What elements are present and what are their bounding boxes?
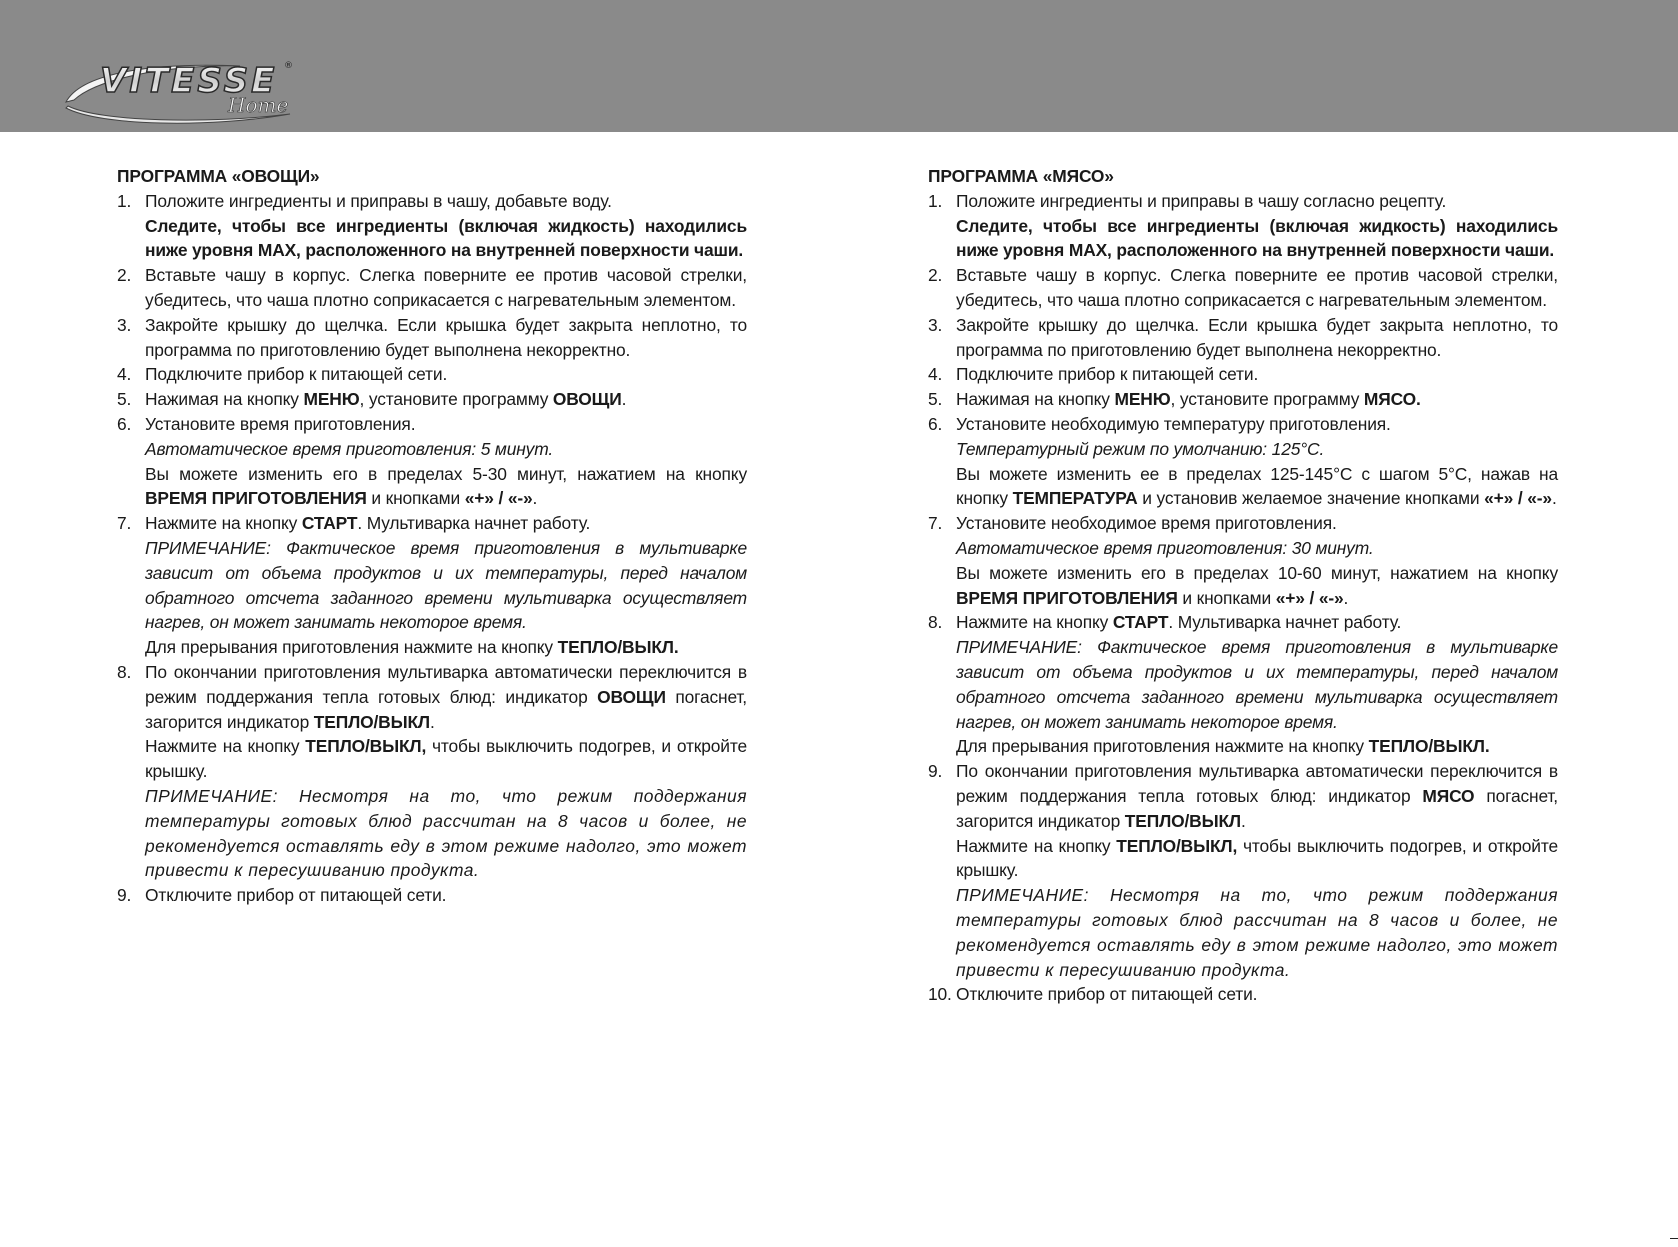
warm-off-indicator: ТЕПЛО/ВЫКЛ [1124,810,1241,831]
step-text [956,561,1558,611]
step-text-part: . [532,488,538,509]
step-text: Положите ингредиенты и приправы в чашу, добавьте воду. [145,190,612,211]
step-text [145,511,747,536]
step-text-part: Вы можете изменить его в пределах 5-30 минут, нажатием на кнопку [145,463,747,484]
step-number: 9. [117,885,132,906]
step-number: 10. [928,984,952,1005]
indicator-name: МЯСО [1422,785,1475,806]
brand-sub: Home [228,93,289,117]
list-item [117,412,747,511]
menu-button-label: МЕНЮ [1114,389,1171,410]
step-text [145,734,747,784]
plus-minus-buttons-label: «+» / «-» [464,488,533,509]
step-text [956,759,1558,833]
step-text-part: , установите программу [359,389,553,410]
plus-minus-buttons-label: «+» / «-» [1484,488,1552,509]
step-number: 1. [928,190,943,211]
step-text [956,834,1558,884]
step-text-part: Нажимая на кнопку [956,389,1115,410]
time-button-label: ВРЕМЯ ПРИГОТОВЛЕНИЯ [956,587,1178,608]
list-item [117,883,747,908]
list-item [117,511,747,660]
step-number: 3. [928,314,943,335]
temperature-button-label: ТЕМПЕРАТУРА [1012,488,1138,509]
step-text [145,635,747,660]
step-text-part: . [429,711,435,732]
default-time-note: Автоматическое время приготовления: 5 минут. [145,438,554,459]
step-text-part: Нажмите на кнопку [956,612,1113,633]
step-number: 5. [117,389,132,410]
note-text: ПРИМЕЧАНИЕ: Фактическое время приготовления в мультиварке зависит от объема продуктов и их температуры, перед началом обратного отсчета заданного времени мультиварка осуществляет нагрев, он может занимать некоторое время. [956,637,1558,732]
step-warning: Следите, чтобы все ингредиенты (включая жидкость) находились ниже уровня MAX, расположенного на внутренней поверхности чаши. [956,215,1558,261]
step-text [956,610,1558,635]
warm-off-indicator: ТЕПЛО/ВЫКЛ [313,711,430,732]
step-text-part: чтобы выключить подогрев, и откройте крышку. [145,736,747,782]
step-text-part: . [1343,587,1349,608]
step-text: Подключите прибор к питающей сети. [956,364,1259,385]
default-temperature-note: Температурный режим по умолчанию: 125°C. [956,438,1325,459]
plus-minus-buttons-label: «+» / «-» [1275,587,1344,608]
list-item [928,511,1558,610]
step-text-part: Нажмите на кнопку [145,513,302,534]
step-number: 4. [117,364,132,385]
program-meat [928,164,1558,1007]
step-text: Отключите прибор от питающей сети. [956,984,1258,1005]
step-text-part: и кнопками [1177,587,1276,608]
step-text-part: Нажмите на кнопку [145,736,306,757]
step-text: Отключите прибор от питающей сети. [145,885,447,906]
step-number: 1. [117,190,132,211]
brand-name: VITESSE [100,61,278,101]
list-item [928,610,1558,759]
list-item [928,387,1558,412]
program-name: ОВОЩИ [552,389,622,410]
step-text: Установите необходимую температуру приготовления. [956,413,1391,434]
step-number: 9. [928,761,943,782]
list-item [928,412,1558,511]
list-item [928,982,1558,1007]
step-text-part: погаснет, загорится индикатор [956,785,1558,831]
step-text-part: Нажмите на кнопку [956,835,1117,856]
step-number: 7. [117,513,132,534]
step-number: 8. [928,612,943,633]
step-text-part: Вы можете изменить его в пределах 10-60 минут, нажатием на кнопку [956,562,1558,583]
warm-off-button-label: ТЕПЛО/ВЫКЛ. [1368,736,1490,757]
list-item [928,362,1558,387]
list-item [117,387,747,412]
step-text-part: погаснет, загорится индикатор [145,686,747,732]
step-text-part: По окончании приготовления мультиварка автоматически переключится в режим поддержания тепла готовых блюд: индикатор [956,761,1558,806]
step-text-part: и установив желаемое значение кнопками [1137,488,1485,509]
step-number: 8. [117,661,132,682]
list-item [117,362,747,387]
time-button-label: ВРЕМЯ ПРИГОТОВЛЕНИЯ [145,488,367,509]
section-title: ПРОГРАММА «МЯСО» [928,166,1114,186]
header-band [0,0,1678,132]
step-text-part: По окончании приготовления мультиварка автоматически переключится в режим поддержания тепла готовых блюд: индикатор [145,661,747,707]
step-text-part: . [621,389,627,410]
brand-mark: ® [284,61,293,71]
list-item [117,660,747,883]
step-number: 6. [928,413,943,434]
list-item [928,189,1558,263]
step-text: Закройте крышку до щелчка. Если крышка будет закрыта неплотно, то программа по приготовлению будет выполнена некорректно. [145,314,747,360]
step-number: 7. [928,513,943,534]
step-text-part: Вы можете изменить ее в пределах 125-145°C с шагом 5°C, нажав на кнопку [956,463,1558,509]
warm-off-button-label: ТЕПЛО/ВЫКЛ, [305,736,427,757]
step-text: Вставьте чашу в корпус. Слегка поверните ее против часовой стрелки, убедитесь, что чаша плотно соприкасается с нагревательным элементом. [145,265,747,310]
crop-mark-right-edge-bottom [1670,1238,1678,1239]
step-text: Вставьте чашу в корпус. Слегка поверните ее против часовой стрелки, убедитесь, что чаша плотно соприкасается с нагревательным элементом. [956,265,1558,310]
step-text-part: Для прерывания приготовления нажмите на кнопку [145,637,558,658]
note-text: ПРИМЕЧАНИЕ: Несмотря на то, что режим поддержания температуры готовых блюд рассчитан на 8 часов и более, не рекомендуется оставлять еду в этом режиме надолго, это может привести к пересушиванию продукта. [956,885,1558,980]
step-text-part: . [1551,488,1557,509]
step-number: 2. [117,265,132,286]
steps-list [928,189,1558,1007]
step-warning: Следите, чтобы все ингредиенты (включая жидкость) находились ниже уровня MAX, расположенного на внутренней поверхности чаши. [145,215,747,261]
list-item [928,263,1558,313]
section-title: ПРОГРАММА «ОВОЩИ» [117,166,320,186]
step-number: 4. [928,364,943,385]
note-text: ПРИМЕЧАНИЕ: Несмотря на то, что режим поддержания температуры готовых блюд рассчитан на 8 часов и более, не рекомендуется оставлять еду в этом режиме надолго, это может привести к пересушиванию продукта. [145,785,747,881]
step-text [145,387,747,412]
vitesse-logo-icon [60,52,310,132]
start-button-label: СТАРТ [301,513,358,534]
program-name: МЯСО. [1363,389,1421,410]
step-number: 6. [117,413,132,434]
step-text [956,387,1558,412]
step-text: Закройте крышку до щелчка. Если крышка будет закрыта неплотно, то программа по приготовлению будет выполнена некорректно. [956,314,1558,360]
step-text: Положите ингредиенты и приправы в чашу согласно рецепту. [956,190,1447,211]
warm-off-button-label: ТЕПЛО/ВЫКЛ, [1116,835,1238,856]
steps-list [117,189,747,908]
program-vegetables [117,164,747,908]
step-text-part: . [1240,810,1246,831]
list-item [117,189,747,263]
step-text-part: , установите программу [1170,389,1364,410]
step-text [145,462,747,512]
step-number: 5. [928,389,943,410]
step-text [145,660,747,734]
menu-button-label: МЕНЮ [303,389,360,410]
step-text [956,734,1558,759]
step-text-part: . Мультиварка начнет работу. [357,513,591,534]
list-item [928,313,1558,363]
step-text-part: Для прерывания приготовления нажмите на кнопку [956,736,1369,757]
step-text-part: чтобы выключить подогрев, и откройте крышку. [956,835,1558,881]
note-text: ПРИМЕЧАНИЕ: Фактическое время приготовления в мультиварке зависит от объема продуктов и их температуры, перед началом обратного отсчета заданного времени мультиварка осуществляет нагрев, он может занимать некоторое время. [145,537,747,633]
default-time-note: Автоматическое время приготовления: 30 минут. [956,537,1374,558]
step-text [956,462,1558,512]
step-text: Установите необходимое время приготовления. [956,513,1337,534]
step-text: Подключите прибор к питающей сети. [145,364,448,385]
step-text-part: и кнопками [366,488,465,509]
indicator-name: ОВОЩИ [597,686,666,707]
list-item [117,263,747,313]
step-text-part: Нажимая на кнопку [145,389,304,410]
start-button-label: СТАРТ [1112,612,1169,633]
step-number: 2. [928,265,943,286]
list-item [117,313,747,363]
step-text: Установите время приготовления. [145,413,416,434]
warm-off-button-label: ТЕПЛО/ВЫКЛ. [557,637,679,658]
step-number: 3. [117,314,132,335]
step-text-part: . Мультиварка начнет работу. [1168,612,1402,633]
list-item [928,759,1558,982]
